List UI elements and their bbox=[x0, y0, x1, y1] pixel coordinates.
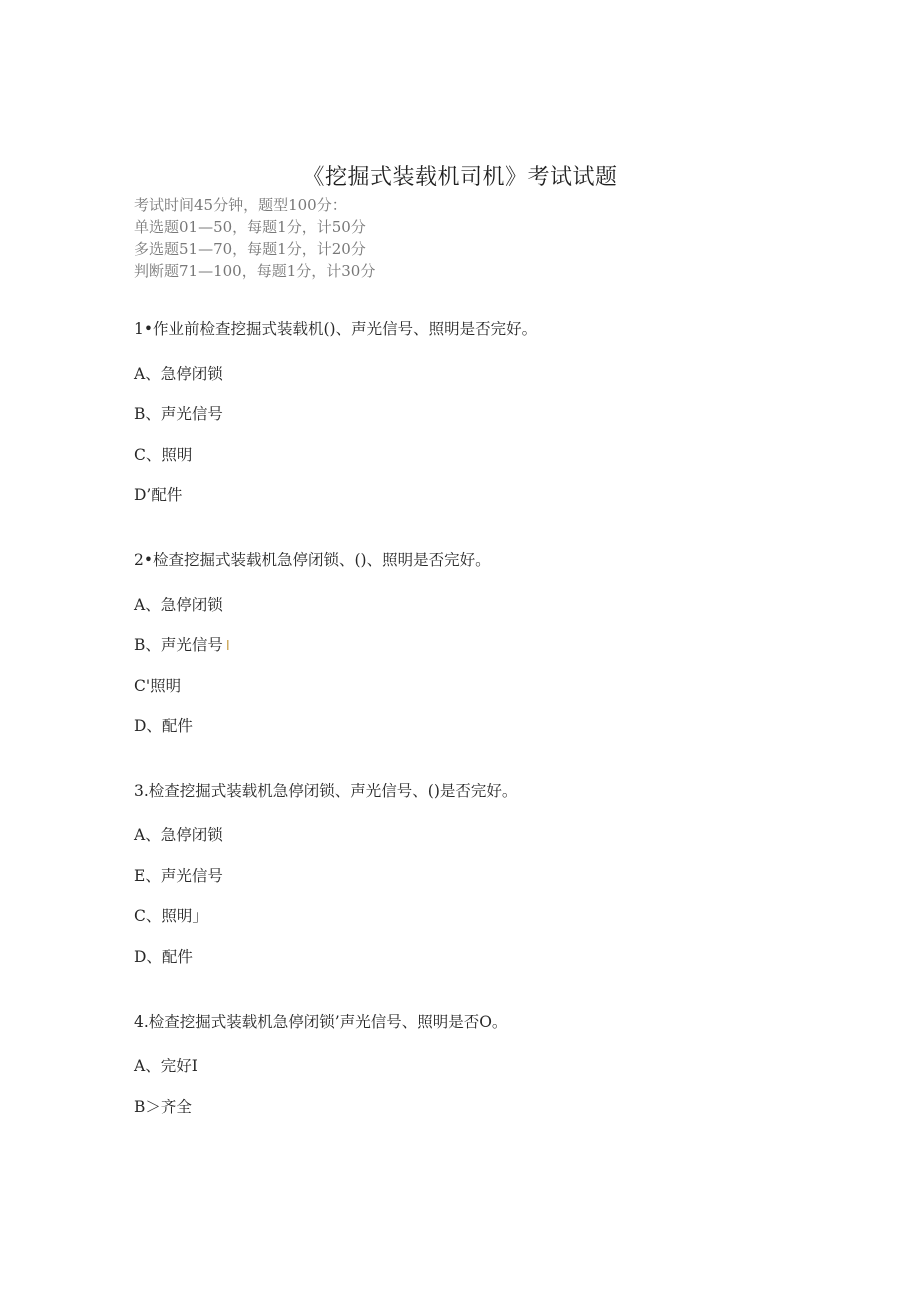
exam-info-line: 多选题51—70，每题1分，计20分 bbox=[134, 240, 366, 258]
question-3-option-c: C、照明」 bbox=[134, 907, 208, 925]
question-2-option-a: A、急停闭锁 bbox=[134, 596, 223, 614]
question-3-option-b: E、声光信号 bbox=[134, 867, 223, 885]
exam-info-line: 考试时间45分钟，题型100分： bbox=[134, 196, 347, 214]
question-2-option-b-label: B、声光信号 bbox=[134, 636, 223, 654]
exam-info-line: 判断题71—100，每题1分，计30分 bbox=[134, 262, 376, 280]
question-4-option-b: B＞齐全 bbox=[134, 1098, 192, 1116]
question-3-text: 3.检查挖掘式装载机急停闭锁、声光信号、()是否完好。 bbox=[134, 782, 518, 800]
question-2-option-b bbox=[134, 634, 230, 658]
question-4-option-a: A、完好I bbox=[134, 1057, 198, 1075]
question-1-option-d: D’配件 bbox=[134, 486, 183, 504]
exam-info-line: 单选题01—50，每题1分，计50分 bbox=[134, 218, 366, 236]
question-1-text: 1•作业前检查挖掘式装载机()、声光信号、照明是否完好。 bbox=[134, 320, 538, 338]
question-2-option-c: C'照明 bbox=[134, 677, 182, 695]
question-1-option-c: C、照明 bbox=[134, 446, 193, 464]
document-title: 《挖掘式装载机司机》考试试题 bbox=[302, 165, 618, 190]
question-3-option-d: D、配件 bbox=[134, 948, 193, 966]
question-2-text: 2•检查挖掘式装载机急停闭锁、()、照明是否完好。 bbox=[134, 551, 491, 569]
question-1-option-b: B、声光信号 bbox=[134, 405, 223, 423]
scan-mark: I bbox=[225, 639, 230, 654]
exam-info bbox=[134, 194, 375, 282]
question-4-text: 4.检查挖掘式装载机急停闭锁’声光信号、照明是否O。 bbox=[134, 1013, 508, 1031]
question-1-option-a: A、急停闭锁 bbox=[134, 365, 223, 383]
question-2-option-d: D、配件 bbox=[134, 717, 193, 735]
question-3-option-a: A、急停闭锁 bbox=[134, 826, 223, 844]
